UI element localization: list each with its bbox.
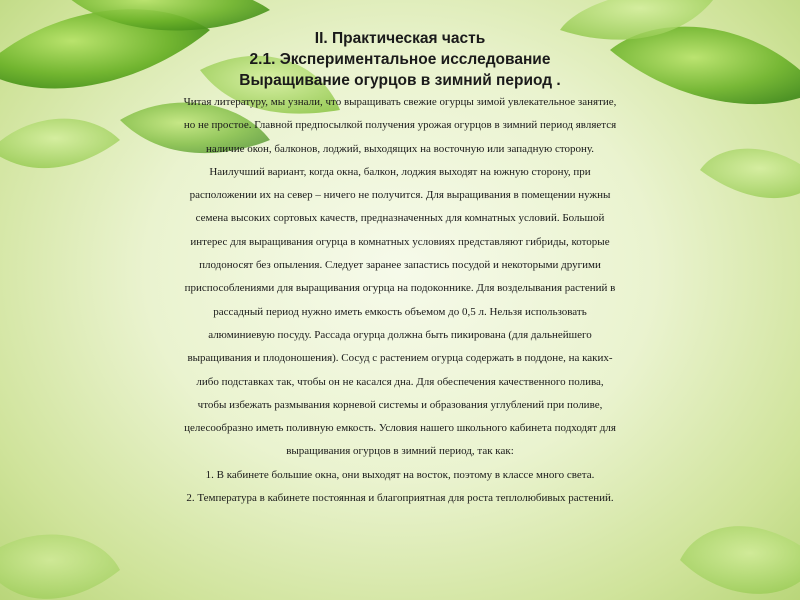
text-line: целесообразно иметь поливную емкость. Условия нашего школьного кабинета подходят для xyxy=(184,422,616,435)
text-line: чтобы избежать размывания корневой системы и образования углублений при поливе, xyxy=(197,398,603,411)
text-line: интерес для выращивания огурца в комнатных условиях представляют гибриды, которые xyxy=(190,235,610,248)
text-line: плодоносят без опыления. Следует заранее запастись посудой и некоторыми другими xyxy=(199,259,601,272)
text-line: расположении их на север – ничего не получится. Для выращивания в помещении нужны xyxy=(189,189,611,202)
text-line: рассадный период нужно иметь емкость объемом до 0,5 л. Нельзя использовать xyxy=(213,305,587,318)
text-line: Читая литературу, мы узнали, что выращивать свежие огурцы зимой увлекательное занятие, xyxy=(183,96,617,108)
text-line: Наилучший вариант, когда окна, балкон, лоджия выходят на южную сторону, при xyxy=(209,165,591,178)
text-line: выращивания и плодоношения). Сосуд с растением огурца содержать в поддоне, на каких- xyxy=(187,352,613,365)
text-line: выращивания огурцов в зимний период, так как: xyxy=(286,445,514,458)
text-line: приспособлениями для выращивания огурца на подоконнике. Для возделывания растений в xyxy=(184,282,616,295)
section-title: II. Практическая часть xyxy=(314,30,486,47)
text-line: семена высоких сортовых качеств, предназначенных для комнатных условий. Большой xyxy=(195,212,605,225)
topic-title: Выращивание огурцов в зимний период . xyxy=(239,72,561,89)
text-line: либо подставках так, чтобы он не касался дна. Для обеспечения качественного полива, xyxy=(196,375,604,388)
subsection-title: 2.1. Экспериментальное исследование xyxy=(249,51,551,68)
body-paragraph xyxy=(0,91,800,510)
text-line: алюминиевую посуду. Рассада огурца должна быть пикирована (для дальнейшего xyxy=(208,328,592,341)
list-item-1: 1. В кабинете большие окна, они выходят на восток, поэтому в классе много света. xyxy=(205,468,595,481)
list-item-2: 2. Температура в кабинете постоянная и благоприятная для роста теплолюбивых растений. xyxy=(186,492,614,505)
text-line: но не простое. Главной предпосылкой получения урожая огурцов в зимний период является xyxy=(183,119,617,132)
text-line: наличие окон, балконов, лоджий, выходящих на восточную или западную сторону. xyxy=(205,142,595,155)
slide-content xyxy=(0,28,800,510)
